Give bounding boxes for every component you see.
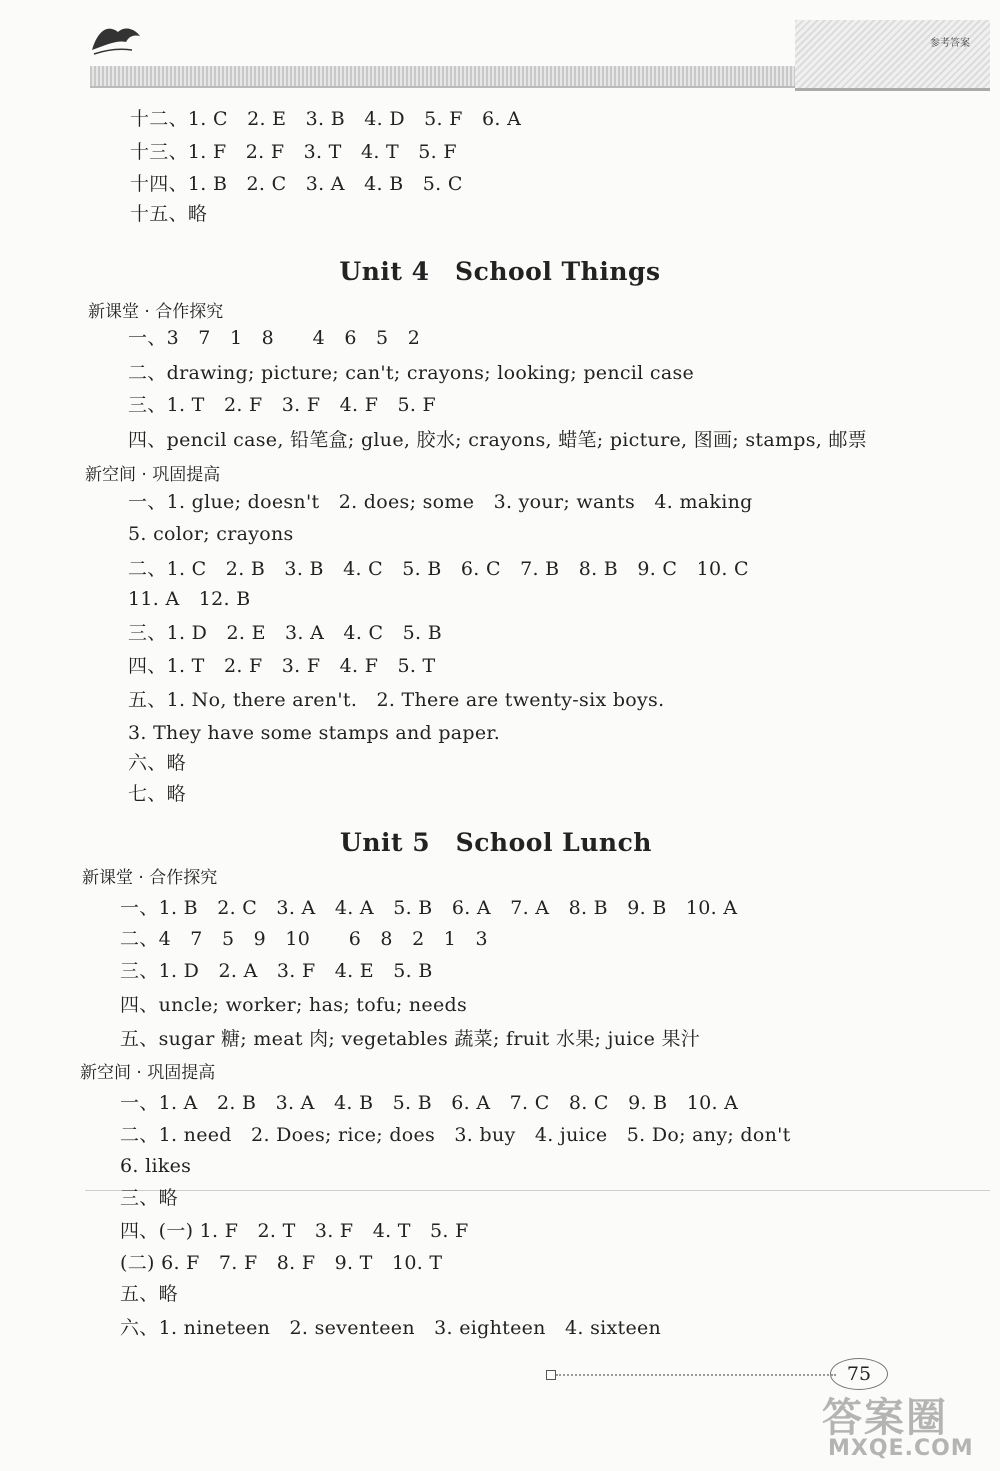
page-fold-line — [85, 1190, 990, 1191]
watermark-logo — [818, 1380, 994, 1468]
answer-line: 十五、略 — [130, 203, 208, 225]
answer-line: 四、uncle; worker; has; tofu; needs — [120, 994, 468, 1016]
answer-line: 一、3 7 1 8 4 6 5 2 — [128, 327, 421, 349]
bird-logo-icon — [88, 20, 148, 60]
answer-line: 四、(一) 1. F 2. T 3. F 4. T 5. F — [120, 1220, 469, 1242]
answer-line: 三、1. D 2. E 3. A 4. C 5. B — [128, 622, 442, 644]
answer-line: 六、1. nineteen 2. seventeen 3. eighteen 4. sixteen — [120, 1317, 662, 1339]
answer-line: 11. A 12. B — [128, 588, 251, 610]
answer-line: 二、1. need 2. Does; rice; does 3. buy 4. juice 5. Do; any; don't — [120, 1124, 791, 1146]
answer-line: 二、1. C 2. B 3. B 4. C 5. B 6. C 7. B 8. B 9. C 10. C — [128, 558, 749, 580]
answer-line: 二、drawing; picture; can't; crayons; looking; pencil case — [128, 362, 695, 384]
answer-line: 七、略 — [128, 783, 186, 805]
footer-dotted-line — [556, 1374, 836, 1376]
answer-line: 十二、1. C 2. E 3. B 4. D 5. F 6. A — [130, 108, 522, 130]
answer-line: 四、pencil case, 铅笔盒; glue, 胶水; crayons, 蜡笔; picture, 图画; stamps, 邮票 — [128, 429, 868, 451]
answer-line: 三、略 — [120, 1187, 178, 1209]
header-corner-box — [795, 20, 990, 91]
unit4-section-new-class: 新课堂 · 合作探究 — [88, 302, 224, 322]
answer-line: 3. They have some stamps and paper. — [128, 722, 501, 744]
answer-line: 五、sugar 糖; meat 肉; vegetables 蔬菜; fruit 水果; juice 果汁 — [120, 1028, 701, 1050]
answer-line: 一、1. glue; doesn't 2. does; some 3. your; wants 4. making — [128, 491, 753, 513]
answer-line: 一、1. A 2. B 3. A 4. B 5. B 6. A 7. C 8. C 9. B 10. A — [120, 1092, 739, 1114]
answer-line: 5. color; crayons — [128, 523, 294, 545]
unit5-section-new-class: 新课堂 · 合作探究 — [82, 868, 218, 888]
watermark-url: MXQE.COM — [828, 1436, 974, 1461]
answer-line: 二、4 7 5 9 10 6 8 2 1 3 — [120, 928, 488, 950]
unit4-title: Unit 4 School Things — [339, 257, 661, 286]
answer-line: 十三、1. F 2. F 3. T 4. T 5. F — [130, 141, 457, 163]
answer-line: 三、1. T 2. F 3. F 4. F 5. F — [128, 394, 437, 416]
unit5-title: Unit 5 School Lunch — [340, 828, 652, 857]
answer-line: (二) 6. F 7. F 8. F 9. T 10. T — [120, 1252, 443, 1274]
header-corner-label: 参考答案 — [930, 38, 970, 49]
answer-line: 五、1. No, there aren't. 2. There are twenty-six boys. — [128, 689, 665, 711]
answer-line: 三、1. D 2. A 3. F 4. E 5. B — [120, 960, 433, 982]
footer-square-icon — [546, 1370, 556, 1380]
answer-line: 五、略 — [120, 1283, 178, 1305]
answer-line: 6. likes — [120, 1155, 192, 1177]
unit5-section-new-space: 新空间 · 巩固提高 — [80, 1063, 216, 1083]
answer-line: 十四、1. B 2. C 3. A 4. B 5. C — [130, 173, 463, 195]
answer-line: 六、略 — [128, 752, 186, 774]
answer-line: 一、1. B 2. C 3. A 4. A 5. B 6. A 7. A 8. B 9. B 10. A — [120, 897, 738, 919]
page-number: 75 — [830, 1358, 888, 1390]
watermark-text: 答案圈 — [822, 1395, 948, 1441]
answer-line: 四、1. T 2. F 3. F 4. F 5. T — [128, 655, 436, 677]
unit4-section-new-space: 新空间 · 巩固提高 — [85, 465, 221, 485]
